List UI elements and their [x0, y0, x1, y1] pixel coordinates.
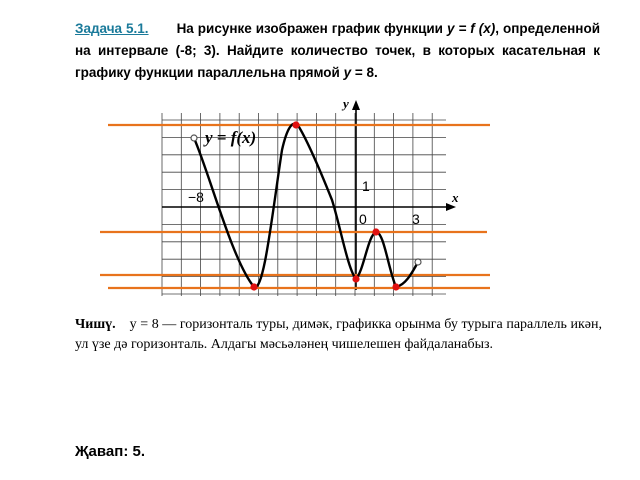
tangent-point: [292, 121, 299, 128]
problem-formula-line: y: [343, 65, 352, 80]
tangent-point: [392, 283, 399, 290]
function-label: y = f(x): [205, 128, 257, 147]
tangent-point: [250, 283, 257, 290]
tick-label-1: 1: [362, 178, 370, 194]
solution: [75, 315, 602, 355]
right-endpoint: [415, 259, 421, 265]
function-curve: [194, 124, 418, 288]
task-label: Задача 5.1.: [75, 21, 149, 36]
x-axis-label: x: [452, 190, 459, 205]
tangent-point: [352, 275, 359, 282]
tangent-point: [372, 228, 379, 235]
problem-text-2: , определенной на интервале (-8; 3). Найдите количество точек, в которых касательная к графику функции параллельна прямой: [75, 21, 601, 80]
tick-label-3: 3: [412, 211, 420, 227]
y-axis-arrow: [352, 100, 360, 110]
tick-label-0: 0: [359, 211, 367, 227]
solution-label: Чишү.: [75, 317, 116, 332]
tick-label-neg8: −8: [188, 189, 204, 205]
y-axis-label: y: [343, 96, 349, 111]
problem-formula-function: y = f (x): [446, 21, 496, 36]
solution-text: y = 8 — горизонталь туры, димәк, графикка орынма бу турыга параллель икән, ул үзе дә горизонталь. Алдагы мәсьәләнең чишелешен файдаланабыз.: [75, 317, 602, 352]
problem-text-1: На рисунке изображен график функции: [176, 21, 447, 36]
problem-text-3: = 8.: [351, 65, 378, 80]
answer: Җавап: 5.: [75, 443, 145, 460]
left-endpoint: [191, 135, 197, 141]
